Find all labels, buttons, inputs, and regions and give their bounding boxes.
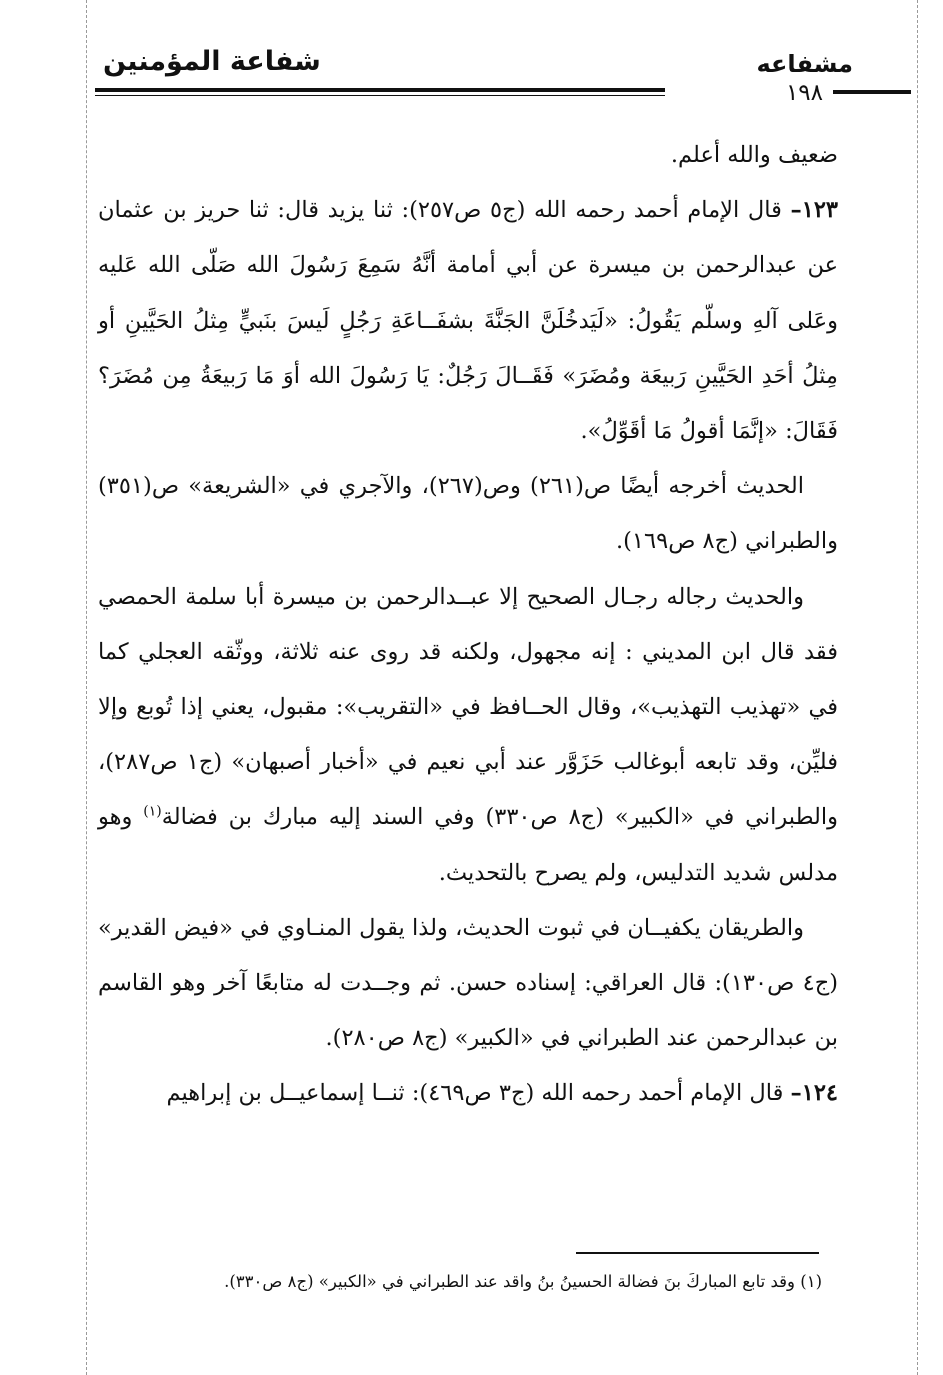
header-rule [95, 88, 665, 92]
hadith-123 [98, 183, 838, 459]
hadith-text: قال الإمام أحمد رحمه الله (ج٥ ص٢٥٧): ثنا يزيد قال: ثنا حريز بن عثمان عن عبدالرحمن بن ميسرة عن أبي أمامة أنَّهُ سَمِعَ رَسُولَ الله صَلّى الله عَليه وعَلى آلهِ وسلّم يَقُولُ: «لَيَدخُلَنَّ الجَنَّةَ بشفَــاعَةِ رَجُلٍ لَيسَ بنَبيٍّ مِثلُ الحَيَّينِ أو مِثلُ أحَدِ الحَيَّينِ رَبيعَة ومُضَرَ» فَقَــالَ رَجُلٌ: يَا رَسُولَ الله أوَ مَا رَبيعَةُ مِن مُضَرَ؟ فَقَالَ: «إنَّمَا أقولُ مَا أقَوِّلُ». [98, 197, 838, 445]
right-margin-guide [917, 0, 918, 1375]
footnote: (١) وقد تابع المباركَ بنَ فضالة الحسينُ بنُ واقد عند الطبراني في «الكبير» (ج٨ ص٣٣٠). [224, 1272, 822, 1291]
left-margin-guide [86, 0, 87, 1375]
hadith-text: قال الإمام أحمد رحمه الله (ج٣ ص٤٦٩): ثنــا إسماعيــل بن إبراهيم [166, 1080, 791, 1107]
series-logo: مشفاعه [756, 50, 853, 78]
footnote-reference[interactable]: (١) [143, 803, 162, 820]
footnote-separator [576, 1252, 819, 1254]
paragraph-text-end: وهو مدلس شديد التدليس، ولم يصرح بالتحديث. [98, 804, 838, 886]
hadith-number: ١٢٣– [790, 197, 838, 224]
paragraph-ruling: والطريقان يكفيــان في ثبوت الحديث، ولذا يقول المنـاوي في «فيض القدير» (ج٤ ص١٣٠): قال العراقي: إسناده حسن. ثم وجــدت له متابعًا آخر وهو القاسم بن عبدالرحمن عند الطبراني في «الكبير» (ج٨ ص٢٨٠). [98, 914, 839, 1052]
paragraph-takhrij: الحديث أخرجه أيضًا ص(٢٦١) وص(٢٦٧)، والآجري في «الشريعة» ص(٣٥١) والطبراني (ج٨ ص١٦٩). [98, 473, 838, 555]
paragraph-narrators [98, 570, 838, 901]
header-rule-thin [95, 95, 665, 96]
hadith-number: ١٢٤– [790, 1080, 838, 1107]
page-header [95, 38, 915, 118]
page-number: ١٩٨ [785, 80, 823, 106]
hadith-124 [98, 1066, 838, 1121]
paragraph-text: والحديث رجاله رجـال الصحيح إلا عبــدالرحمن بن ميسرة أبا سلمة الحمصي فقد قال ابن المديني : إنه مجهول، ولكنه قد روى عنه ثلاثة، ووثّقه العجلي كما في «تهذيب التهذيب»، وقال الحــافظ في «التقريب»: مقبول، يعني إذا تُوبع وإلا فليِّن، وقد تابعه أبوغالب حَزَوَّر عند أبي نعيم في «أخبار أصبهان» (ج١ ص٢٨٧)، والطبراني في «الكبير» (ج٨ ص٣٣٠) وفي السند إليه مبارك بن فضالة [98, 583, 839, 831]
header-rule-right [833, 90, 911, 94]
paragraph-intro: ضعيف والله أعلم. [670, 142, 838, 168]
book-title: شفاعة المؤمنين [103, 46, 321, 77]
main-text [98, 128, 838, 1122]
